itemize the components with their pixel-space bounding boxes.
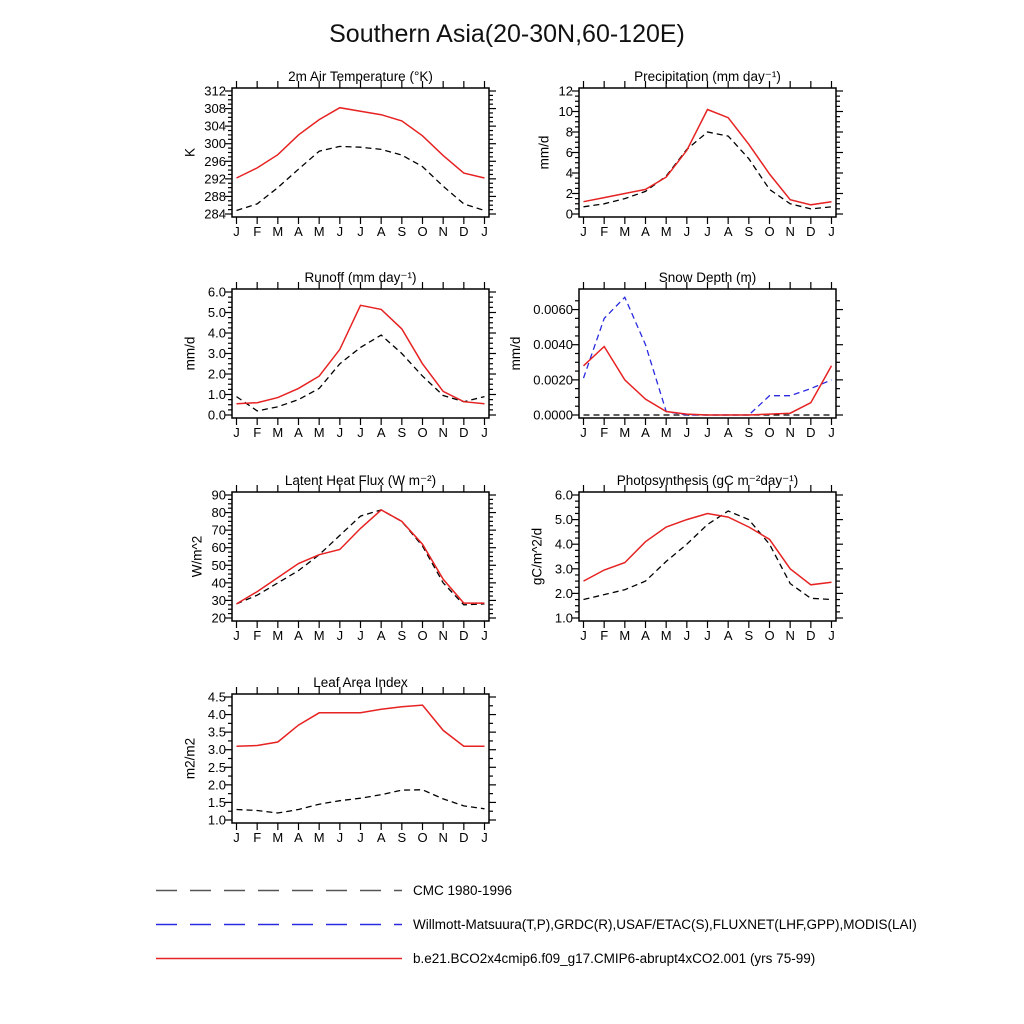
x-tick-label: M: [619, 628, 631, 643]
x-tick-label: J: [704, 224, 711, 239]
y-tick-label: 10: [558, 104, 573, 119]
x-tick-label: J: [336, 425, 344, 440]
panel-ylabel: m2/m2: [182, 737, 198, 780]
x-tick-label: N: [438, 425, 448, 440]
x-tick-label: J: [481, 425, 488, 440]
x-tick-label: J: [233, 830, 240, 845]
x-tick-label: F: [253, 628, 262, 643]
x-tick-label: N: [438, 224, 448, 239]
plot-frame: [579, 289, 836, 418]
x-tick-label: N: [438, 830, 448, 845]
x-tick-label: F: [600, 224, 609, 239]
y-tick-label: 3.0: [207, 742, 226, 758]
x-tick-label: J: [580, 425, 587, 440]
x-tick-label: J: [336, 224, 344, 239]
y-tick-label: 3.5: [207, 724, 226, 740]
panel-ylabel: K: [182, 147, 198, 158]
y-tick-label: 4.0: [207, 707, 226, 723]
y-tick-label: 2.0: [554, 585, 573, 601]
x-tick-label: J: [683, 224, 691, 239]
x-tick-label: A: [376, 830, 386, 845]
x-tick-label: J: [357, 224, 364, 239]
panel-title: Photosynthesis (gC m⁻²day⁻¹): [616, 473, 799, 488]
legend-item-cmc: [155, 881, 512, 899]
x-tick-label: J: [357, 830, 364, 845]
plot-frame: [232, 88, 489, 217]
series-line: [237, 305, 485, 403]
y-tick-label: 40: [211, 575, 226, 591]
series-line: [237, 108, 485, 178]
x-tick-label: M: [660, 628, 672, 643]
series-line: [237, 705, 485, 746]
series-line: [237, 510, 485, 605]
x-tick-label: F: [253, 224, 262, 239]
y-tick-label: 70: [211, 522, 226, 538]
x-tick-label: D: [806, 628, 816, 643]
chart-panel: [182, 675, 496, 845]
x-tick-label: N: [438, 628, 448, 643]
y-tick-label: 80: [211, 505, 226, 521]
legend-item-obs: [155, 915, 917, 933]
x-tick-label: D: [459, 628, 469, 643]
x-tick-label: J: [580, 628, 587, 643]
y-tick-label: 4: [565, 165, 573, 181]
x-tick-label: J: [828, 628, 835, 643]
x-tick-label: D: [806, 224, 816, 239]
y-tick-label: 12: [558, 83, 573, 99]
chart-panel: [190, 473, 496, 643]
panel-title: Latent Heat Flux (W m⁻²): [284, 473, 437, 488]
y-tick-label: 2.5: [207, 759, 226, 775]
x-tick-label: M: [272, 224, 284, 239]
y-tick-label: 4.5: [207, 689, 226, 705]
y-tick-label: 3.0: [554, 561, 573, 577]
x-tick-label: J: [580, 224, 587, 239]
x-tick-label: A: [294, 830, 303, 845]
y-tick-label: 288: [204, 188, 226, 204]
figure-title: Southern Asia(20-30N,60-120E): [329, 20, 685, 48]
plot-frame: [579, 492, 836, 621]
chart-panel: [508, 270, 843, 440]
y-tick-label: 50: [211, 557, 226, 573]
y-tick-label: 1.0: [207, 387, 226, 402]
x-tick-label: A: [723, 628, 733, 643]
y-tick-label: 5.0: [554, 512, 573, 528]
x-tick-label: J: [233, 628, 240, 643]
x-tick-label: D: [806, 425, 816, 440]
y-tick-label: 312: [204, 83, 226, 99]
x-tick-label: J: [481, 830, 488, 845]
x-tick-label: O: [417, 830, 428, 845]
x-tick-label: J: [704, 628, 711, 643]
x-tick-label: S: [744, 628, 754, 643]
x-tick-label: J: [683, 425, 691, 440]
x-tick-label: J: [683, 628, 691, 643]
chart-panel: [182, 270, 496, 440]
x-tick-label: O: [764, 628, 775, 643]
legend-line-sample: [155, 920, 403, 929]
x-tick-label: D: [459, 224, 469, 239]
panel-ylabel: mm/d: [507, 336, 523, 371]
x-tick-label: M: [272, 425, 284, 440]
series-line: [237, 510, 485, 604]
chart-panel: [529, 473, 843, 643]
x-tick-label: S: [744, 425, 754, 440]
panel-title: Precipitation (mm day⁻¹): [634, 69, 781, 84]
y-tick-label: 308: [204, 101, 226, 117]
y-tick-label: 6.0: [207, 284, 226, 300]
plot-frame: [232, 492, 489, 621]
legend-line-sample: [155, 886, 403, 895]
panel-ylabel: mm/d: [536, 135, 552, 170]
panel-ylabel: W/m^2: [189, 535, 205, 578]
x-tick-label: D: [459, 830, 469, 845]
y-tick-label: 284: [204, 206, 226, 222]
x-tick-label: J: [357, 425, 364, 440]
series-line: [584, 110, 832, 205]
series-line: [584, 297, 832, 415]
panel-ylabel: gC/m^2/d: [529, 527, 545, 586]
x-tick-label: S: [397, 224, 407, 239]
x-tick-label: A: [723, 224, 733, 239]
x-tick-label: J: [704, 425, 711, 440]
x-tick-label: A: [376, 628, 386, 643]
x-tick-label: M: [272, 830, 284, 845]
x-tick-label: M: [660, 425, 672, 440]
x-tick-label: O: [764, 224, 775, 239]
y-tick-label: 0.0060: [533, 302, 573, 318]
x-tick-label: A: [376, 224, 386, 239]
legend-label: b.e21.BCO2x4cmip6.f09_g17.CMIP6-abrupt4xCO2.001 (yrs 75-99): [413, 950, 816, 966]
x-tick-label: S: [744, 224, 754, 239]
y-tick-label: 2: [565, 186, 573, 201]
legend-line-sample: [155, 954, 403, 963]
x-tick-label: D: [459, 425, 469, 440]
y-tick-label: 30: [211, 592, 226, 608]
x-tick-label: S: [397, 830, 407, 845]
x-tick-label: F: [600, 425, 609, 440]
x-tick-label: A: [641, 224, 650, 239]
panel-title: Leaf Area Index: [313, 675, 408, 690]
y-tick-label: 20: [211, 610, 226, 626]
y-tick-label: 5.0: [207, 305, 226, 320]
chart-panel: [537, 69, 843, 239]
x-tick-label: O: [417, 224, 428, 239]
legend-item-model: [155, 949, 815, 967]
x-tick-label: J: [336, 830, 344, 845]
x-tick-label: F: [600, 628, 609, 643]
x-tick-label: A: [641, 425, 650, 440]
y-tick-label: 292: [204, 171, 226, 187]
x-tick-label: J: [357, 628, 364, 643]
plot-frame: [579, 88, 836, 217]
x-tick-label: O: [417, 425, 428, 440]
y-tick-label: 6: [565, 145, 573, 160]
x-tick-label: J: [828, 224, 835, 239]
x-tick-label: A: [376, 425, 386, 440]
y-tick-label: 296: [204, 153, 226, 169]
y-tick-label: 2.0: [207, 366, 226, 382]
x-tick-label: F: [253, 425, 262, 440]
x-tick-label: O: [417, 628, 428, 643]
x-tick-label: M: [313, 224, 325, 239]
x-tick-label: A: [294, 425, 303, 440]
y-tick-label: 4.0: [554, 536, 573, 552]
y-tick-label: 2.0: [207, 777, 226, 793]
x-tick-label: N: [785, 628, 795, 643]
y-tick-label: 3.0: [207, 346, 226, 361]
x-tick-label: J: [481, 628, 488, 643]
y-tick-label: 0.0020: [533, 372, 573, 388]
x-tick-label: M: [619, 425, 631, 440]
y-tick-label: 6.0: [554, 487, 573, 503]
series-line: [584, 347, 832, 416]
y-tick-label: 90: [211, 487, 226, 503]
x-tick-label: J: [336, 628, 344, 643]
x-tick-label: F: [253, 830, 262, 845]
x-tick-label: A: [723, 425, 733, 440]
x-tick-label: J: [481, 224, 488, 239]
panel-title: Runoff (mm day⁻¹): [304, 270, 417, 285]
y-tick-label: 8: [565, 124, 573, 140]
y-tick-label: 304: [204, 118, 226, 134]
x-tick-label: M: [619, 224, 631, 239]
x-tick-label: N: [785, 425, 795, 440]
x-tick-label: S: [397, 425, 407, 440]
x-tick-label: J: [828, 425, 835, 440]
x-tick-label: M: [660, 224, 672, 239]
panel-title: Snow Depth (m): [658, 270, 757, 285]
x-tick-label: J: [233, 224, 240, 239]
y-tick-label: 0.0000: [533, 407, 573, 423]
x-tick-label: M: [313, 425, 325, 440]
y-tick-label: 0.0: [207, 407, 226, 423]
y-tick-label: 1.5: [207, 794, 226, 810]
series-line: [237, 335, 485, 411]
legend-label: Willmott-Matsuura(T,P),GRDC(R),USAF/ETAC(S),FLUXNET(LHF,GPP),MODIS(LAI): [413, 916, 917, 932]
y-tick-label: 300: [204, 136, 226, 152]
series-line: [584, 132, 832, 209]
panel-ylabel: mm/d: [182, 336, 198, 371]
x-tick-label: M: [313, 830, 325, 845]
x-tick-label: O: [764, 425, 775, 440]
y-tick-label: 1.0: [207, 812, 226, 828]
y-tick-label: 60: [211, 540, 226, 556]
legend-label: CMC 1980-1996: [413, 882, 513, 898]
series-line: [584, 514, 832, 585]
y-tick-label: 0.0040: [533, 337, 573, 353]
x-tick-label: S: [397, 628, 407, 643]
y-tick-label: 4.0: [207, 325, 226, 341]
panel-title: 2m Air Temperature (°K): [288, 69, 433, 84]
x-tick-label: M: [313, 628, 325, 643]
x-tick-label: J: [233, 425, 240, 440]
x-tick-label: M: [272, 628, 284, 643]
y-tick-label: 0: [565, 206, 573, 222]
x-tick-label: A: [294, 628, 303, 643]
series-line: [237, 790, 485, 813]
series-line: [584, 511, 832, 600]
x-tick-label: A: [641, 628, 650, 643]
x-tick-label: N: [785, 224, 795, 239]
y-tick-label: 1.0: [554, 610, 573, 626]
chart-panel: [182, 69, 496, 239]
x-tick-label: A: [294, 224, 303, 239]
series-line: [237, 146, 485, 210]
